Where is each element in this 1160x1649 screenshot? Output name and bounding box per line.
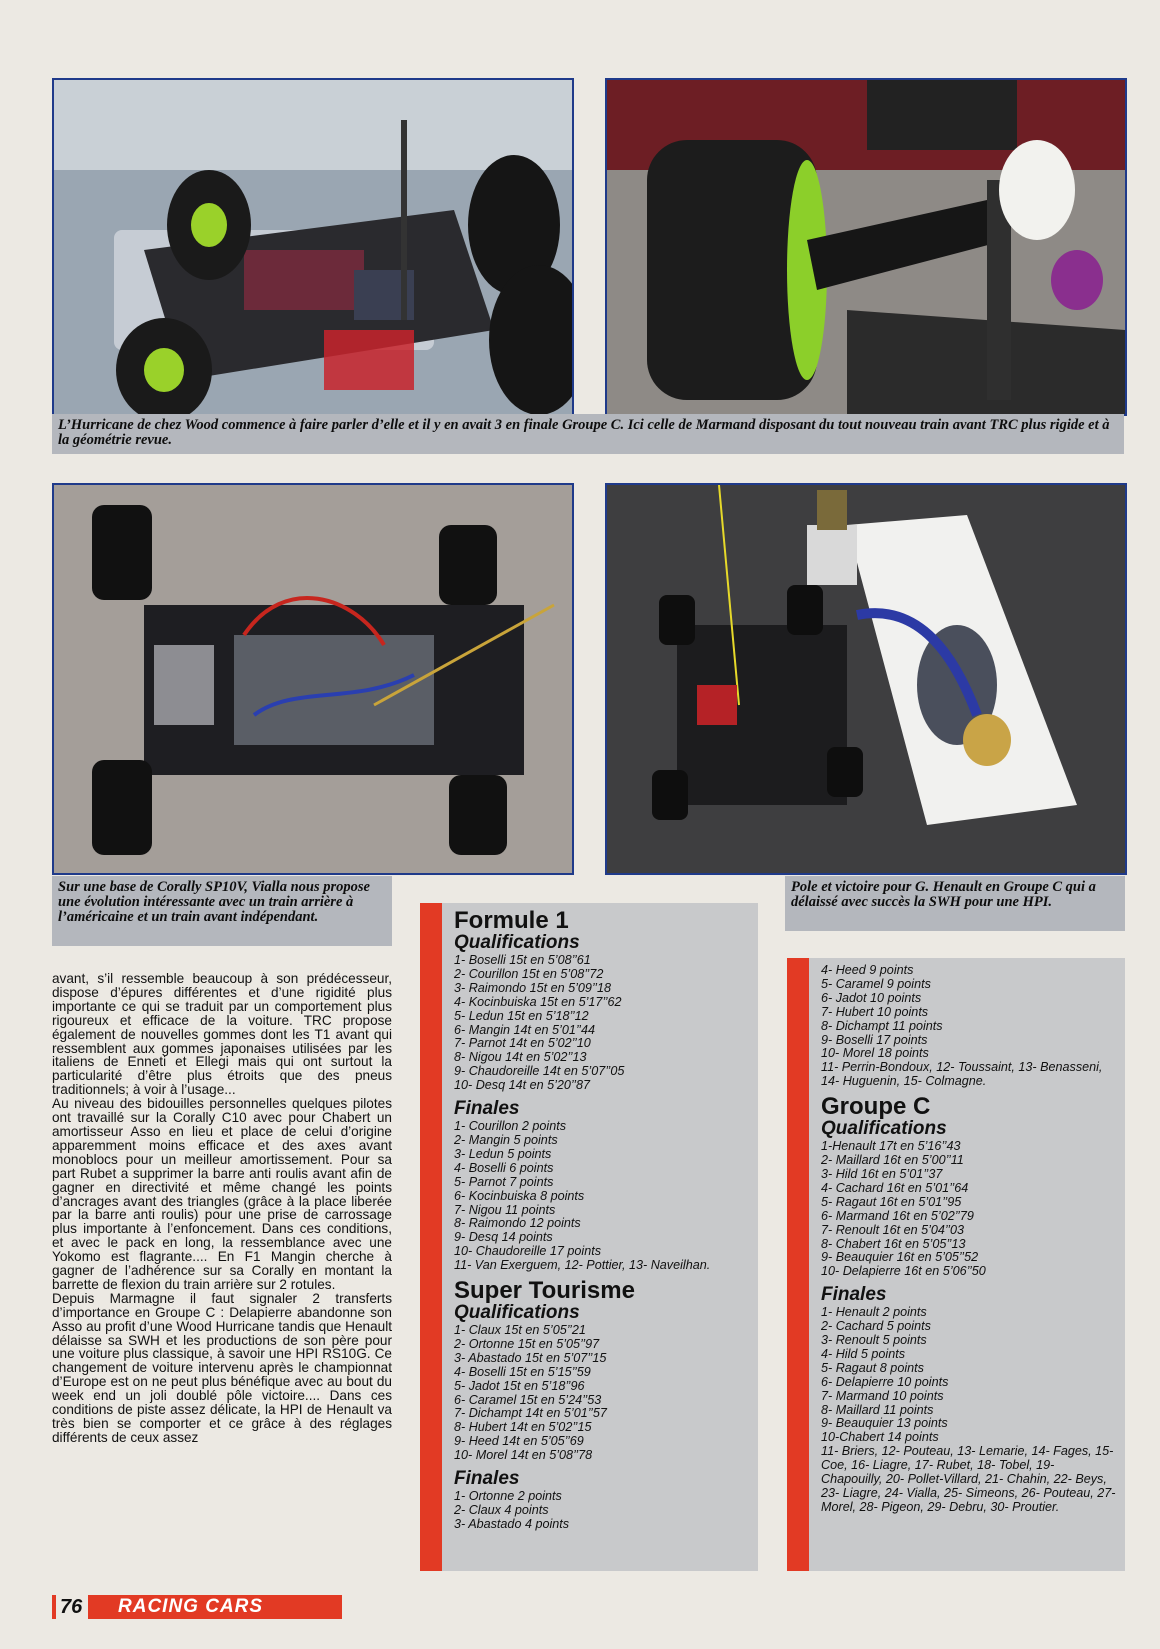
- page-number: 76: [56, 1595, 88, 1619]
- list-f1-qualifications: [454, 954, 752, 1093]
- caption-middle-left: [52, 876, 392, 946]
- list-item: 2- Courillon 15t en 5’08’’72: [454, 966, 604, 981]
- list-item: 9- Beauquier 16t en 5’05’’52: [821, 1250, 979, 1265]
- list-item: 5- Caramel 9 points: [821, 976, 931, 991]
- list-item: 5- Ledun 15t en 5’18’’12: [454, 1008, 589, 1023]
- list-item: 7- Marmand 10 points: [821, 1388, 944, 1403]
- results-box-formule1-super-tourisme: [420, 903, 758, 1571]
- list-item: 8- Chabert 16t en 5’05’’13: [821, 1236, 966, 1251]
- caption-middle-left-text: Sur une base de Corally SP10V, Vialla nous propose une évolution intéressante avec un train arrière à l’américaine et un train avant indépendant.: [58, 879, 370, 925]
- list-item: 5- Ragaut 8 points: [821, 1360, 924, 1375]
- list-item: 1- Courillon 2 points: [454, 1119, 567, 1134]
- list-item: 3- Hild 16t en 5’01’’37: [821, 1166, 943, 1181]
- list-item: 3- Abastado 15t en 5’07’’15: [454, 1350, 607, 1365]
- list-item: 10- Morel 18 points: [821, 1046, 929, 1061]
- list-item: 10- Morel 14t en 5’08’’78: [454, 1448, 593, 1463]
- subheading-gc-finales: Finales: [821, 1284, 887, 1306]
- subheading-f1-qualifications: Qualifications: [454, 932, 580, 953]
- list-item: 6- Jadot 10 points: [821, 990, 922, 1005]
- list-item: 1- Boselli 15t en 5’08’’61: [454, 953, 591, 967]
- list-item: 1- Claux 15t en 5’05’’21: [454, 1323, 586, 1338]
- list-item: 2- Cachard 5 points: [821, 1319, 931, 1334]
- subheading-st-finales: Finales: [454, 1468, 520, 1490]
- list-item: 5- Parnot 7 points: [454, 1174, 554, 1189]
- list-item: 7- Parnot 14t en 5’02’’10: [454, 1036, 591, 1051]
- list-item: 3- Raimondo 15t en 5’09’’18: [454, 980, 612, 995]
- list-gc-finales: [821, 1306, 1119, 1515]
- list-item: 7- Renoult 16t en 5’04’’03: [821, 1222, 965, 1237]
- magazine-brand: RACING CARS: [118, 1596, 264, 1617]
- results-accent-bar: [787, 958, 809, 1571]
- list-item: 10- Desq 14t en 5’20’’87: [454, 1078, 591, 1093]
- article-paragraph: Depuis Marmagne il faut signaler 2 transferts d’importance en Groupe C : Delapierre abandonne son Asso au profit d’une Wood Hurricane tandis que Henault délaisse sa SWH et les productions de son père pour une voiture plus classique, à savoir une HPI RS10G. Ce changement de voiture intervenu après le championnat d’Europe est on ne peut plus bénéfique avec au bout du week end un joli doublé pôle victoire.... Dans ces conditions de piste assez délicate, la HPI de Henault va très bien se comporter et ce grâce à des réglages différents de ceux assez: [52, 1290, 392, 1445]
- list-item: 11- Perrin-Bondoux, 12- Toussaint, 13- Benasseni, 14- Huguenin, 15- Colmagne.: [821, 1060, 1103, 1089]
- article-body: [52, 972, 392, 1445]
- list-item: 2- Ortonne 15t en 5’05’’97: [454, 1336, 600, 1351]
- list-item: 6- Mangin 14t en 5’01’’44: [454, 1022, 595, 1037]
- caption-top-text: L’Hurricane de chez Wood commence à faire parler d’elle et il y en avait 3 en finale Groupe C. Ici celle de Marmand disposant du tout nouveau train avant TRC plus rigide et à la géométrie revue.: [58, 417, 1110, 448]
- subheading-f1-finales: Finales: [454, 1098, 520, 1120]
- list-item: 9- Heed 14t en 5’05’’69: [454, 1434, 584, 1449]
- list-item: 3- Abastado 4 points: [454, 1516, 570, 1531]
- list-item: 10- Chaudoreille 17 points: [454, 1244, 602, 1259]
- photo-hurricane-chassis: [52, 78, 574, 416]
- list-item: 1- Henault 2 points: [821, 1305, 927, 1320]
- list-item: 9- Beauquier 13 points: [821, 1416, 948, 1431]
- list-item: 6- Marmand 16t en 5’02’’79: [821, 1208, 974, 1223]
- results-box-groupe-c: [787, 958, 1125, 1571]
- list-item: 11- Van Exerguem, 12- Pottier, 13- Naveilhan.: [454, 1258, 711, 1273]
- subheading-gc-qualifications: Qualifications: [821, 1118, 947, 1140]
- list-item: 8- Maillard 11 points: [821, 1402, 934, 1417]
- article-paragraph: Au niveau des bidouilles personnelles quelques pilotes ont travaillé sur la Corally C10 avec pour Chabert un amortisseur Asso en lieu et place de celui d’origine apparemment moins efficace et des axes avant monoblocs pour un meilleur amortissement. Pour sa part Rubet a supprimer la barre anti roulis avant afin de gagner en directivité et même changé les points d’ancrages avant des triangles (grâce à la place liberée par la barre anti roulis) pour une prise de carrossage plus importante à l’enfoncement. Dans ces conditions, et avec le pack en long, la ressemblance avec une Yokomo est flagrante.... En F1 Mangin cherche à gagner de l’adhérence sur sa Corally en montant la barrette de flexion du train arrière sur 2 rotules.: [52, 1096, 392, 1292]
- list-item: 8- Hubert 14t en 5’02’’15: [454, 1420, 592, 1435]
- list-item: 10- Delapierre 16t en 5’06’’50: [821, 1264, 986, 1279]
- photo-corally-sp10v: [52, 483, 574, 875]
- list-item: 4- Cachard 16t en 5’01’’64: [821, 1180, 969, 1195]
- heading-super-tourisme: Super Tourisme: [454, 1277, 635, 1305]
- list-item: 7- Dichampt 14t en 5’01’’57: [454, 1406, 607, 1421]
- list-item: 4- Boselli 6 points: [454, 1160, 554, 1175]
- list-item: 8- Raimondo 12 points: [454, 1216, 581, 1231]
- list-item: 2- Mangin 5 points: [454, 1132, 558, 1147]
- article-paragraph: avant, s’il ressemble beaucoup à son prédécesseur, dispose d’épures différentes et d’une rigidité plus importante ce qui se traduit par un comportement plus rigoureux et efficace de la voiture. TRC propose également de nouvelles gommes dont les T1 avant qui ressemblent aux gommes japonaises utilisées par les italiens de Enneti et Ellegi mais qui ont surtout la particularité d’être plus étroits que des pneus traditionnels; à voir à l’usage...: [52, 971, 392, 1098]
- list-st-finales: [454, 1490, 752, 1532]
- list-st-finales-continued: [821, 964, 1119, 1089]
- list-item: 4- Heed 9 points: [821, 963, 914, 977]
- list-item: 9- Boselli 17 points: [821, 1032, 928, 1047]
- list-item: 1-Henault 17t en 5’16’’43: [821, 1139, 961, 1154]
- list-item: 5- Ragaut 16t en 5’01’’95: [821, 1194, 962, 1209]
- caption-top: [52, 414, 1124, 454]
- heading-formule1: Formule 1: [454, 907, 569, 934]
- page-footer: [52, 1595, 342, 1619]
- list-f1-finales: [454, 1120, 752, 1273]
- list-item: 2- Claux 4 points: [454, 1503, 549, 1517]
- list-item: 8- Nigou 14t en 5’02’’13: [454, 1050, 587, 1065]
- list-item: 4- Kocinbuiska 15t en 5’17’’62: [454, 994, 622, 1009]
- list-st-qualifications: [454, 1324, 752, 1463]
- caption-middle-right: [785, 876, 1125, 931]
- list-item: 6- Caramel 15t en 5’24’’53: [454, 1392, 602, 1407]
- subheading-st-qualifications: Qualifications: [454, 1302, 580, 1324]
- list-item: 7- Nigou 11 points: [454, 1202, 556, 1217]
- results-accent-bar: [420, 903, 442, 1571]
- list-item: 2- Maillard 16t en 5’00’’11: [821, 1153, 964, 1168]
- list-item: 5- Jadot 15t en 5’18’’96: [454, 1378, 585, 1393]
- list-item: 3- Renoult 5 points: [821, 1333, 927, 1348]
- list-gc-qualifications: [821, 1140, 1119, 1279]
- photo-henault-hpi: [605, 483, 1127, 875]
- list-item: 7- Hubert 10 points: [821, 1004, 929, 1019]
- list-item: 3- Ledun 5 points: [454, 1146, 552, 1161]
- list-item: 1- Ortonne 2 points: [454, 1489, 562, 1504]
- list-item: 10-Chabert 14 points: [821, 1430, 939, 1445]
- list-item: 9- Chaudoreille 14t en 5’07’’05: [454, 1064, 625, 1079]
- photo-front-suspension: [605, 78, 1127, 416]
- list-item: 4- Hild 5 points: [821, 1346, 905, 1361]
- list-item: 11- Briers, 12- Pouteau, 13- Lemarie, 14- Fages, 15- Coe, 16- Liagre, 17- Rubet, 18- Tobel, 19- Chapouilly, 20- Pollet-Villard, 21- Chahin, 22- Beys, 23- Liagre, 24- Vialla, 25- Simeons, 26- Pouteau, 27- Morel, 28- Pigeon, 29- Debru, 30- Proutier.: [821, 1444, 1116, 1514]
- caption-middle-right-text: Pole et victoire pour G. Henault en Groupe C qui a délaissé avec succès la SWH pour une HPI.: [791, 879, 1096, 910]
- list-item: 6- Delapierre 10 points: [821, 1374, 949, 1389]
- list-item: 6- Kocinbuiska 8 points: [454, 1188, 585, 1203]
- heading-groupe-c: Groupe C: [821, 1093, 931, 1121]
- list-item: 8- Dichampt 11 points: [821, 1018, 943, 1033]
- list-item: 4- Boselli 15t en 5’15’’59: [454, 1364, 591, 1379]
- list-item: 9- Desq 14 points: [454, 1230, 553, 1245]
